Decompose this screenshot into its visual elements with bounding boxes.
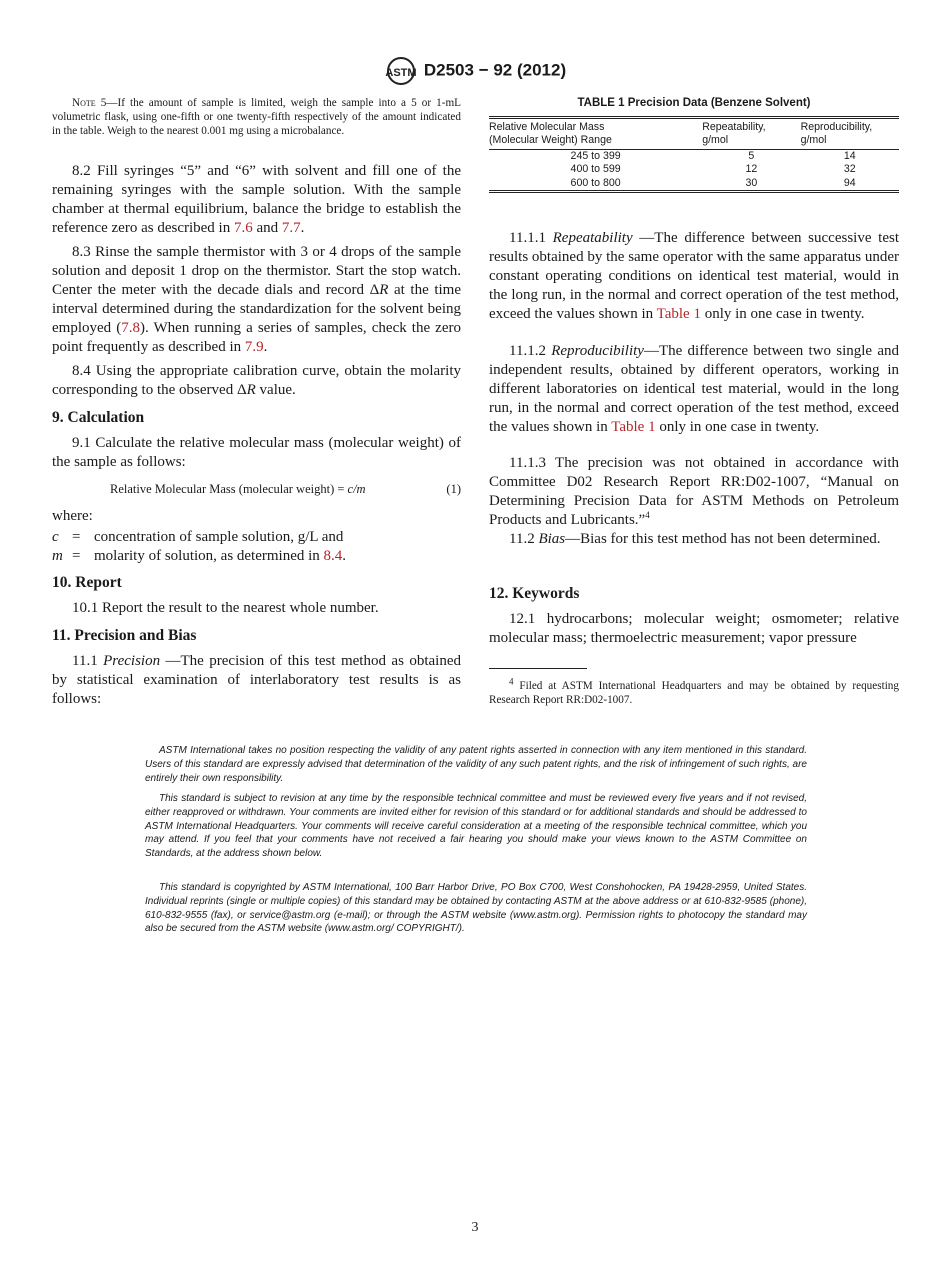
header-cell: Reproducibility, [800,120,873,133]
paragraph-12-1: 12.1 hydrocarbons; molecular weight; osmometer; relative molecular mass; thermoelectric measurement; vapor pressure [489,611,899,646]
copyright-notice: This standard is copyrighted by ASTM International, 100 Barr Harbor Drive, PO Box C700, West Conshohocken, PA 19428-2959, United States. Individual reprints (single or multiple copies) of this standard may be obtained by contacting ASTM at the above address or at 610-832-9585 (phone), 610-832-9555 (fax), or service@astm.org (e-mail); or through the ASTM website (www.astm.org). Permission rights to photocopy the standard may also be secured from the ASTM website (www.astm.org/ COPYRIGHT/). [145,882,807,935]
text: 8.4 Using the appropriate calibration curve, obtain the molarity corresponding to the observed Δ [52,363,461,398]
cell: 30 [745,176,758,189]
revision-notice: This standard is subject to revision at any time by the responsible technical committee and must be reviewed every five years and if not revised, either reapproved or withdrawn. Your comments are invited either for revision of this standard or for additional standards and should be addressed to ASTM International Headquarters. Your comments will receive careful consideration at a meeting of the responsible technical committee, which you may attend. If you feel that your comments have not received a fair hearing you should make your views known to the ASTM Committee on Standards, at the address shown below. [145,793,807,860]
table-row [489,177,899,192]
link-7-7[interactable]: 7.7 [281,219,301,236]
cell: 600 to 800 [570,176,621,189]
header-cell: Repeatability, [702,120,766,133]
equation-expr: c/m [347,482,366,496]
astm-logo-icon [384,56,418,86]
eq: = [72,529,81,545]
heading-report: 10. Report [52,574,122,591]
definition-m [52,547,461,566]
text: 11.1.3 The precision was not obtained in accordance with Committee D02 Research Report RR:D02-1007, “Manual on Determining Precision Data for ASTM Methods on Petroleum Products and Lubricants.” [489,455,899,528]
paragraph-10-1: 10.1 Report the result to the nearest whole number. [72,600,379,616]
text: —The difference between successive test results obtained by the same operator with the same apparatus under constant operating conditions on identical test material, would in the long run, in the normal and correct operation of the test method, exceed the values shown in [489,230,899,322]
link-7-9[interactable]: 7.9 [244,338,264,355]
precision-table [489,116,899,194]
text: Reproducibility [551,343,644,359]
link-7-6[interactable]: 7.6 [233,219,253,236]
text: Precision [103,653,161,669]
paragraph-8-2 [52,162,461,238]
table-title: TABLE 1 Precision Data (Benzene Solvent) [577,97,811,109]
paragraph-8-3 [52,243,461,356]
link-8-4[interactable]: 8.4 [323,548,343,564]
text: molarity of solution, as determined in [94,548,324,564]
footnote-ref: 4 [645,509,650,520]
text: value. [255,381,296,398]
text: at the time interval determined during the standardization for the solvent being employed ( [52,281,461,336]
paragraph-11-1-2 [489,342,899,437]
text: —The difference between two single and independent results, obtained by different operators, working in different laboratories on identical test material, would in the long run, in the normal and correct operation of the test method, exceed the values shown in [489,343,899,435]
link-table-1[interactable]: Table 1 [656,305,701,322]
cell: 14 [843,149,856,162]
heading-calculation: 9. Calculation [52,409,145,426]
header-cell: (Molecular Weight) Range [489,134,612,147]
link-7-8[interactable]: 7.8 [121,319,140,336]
text: 11.1 [72,653,104,669]
text: —The precision of this test method as obtained by statistical examination of interlaboratory test results is as follows: [52,653,461,707]
text: and [252,219,282,236]
paragraph-11-2 [489,530,899,549]
text: 11.1.2 [509,343,552,359]
header-cell: g/mol [702,134,729,147]
note-label: Note 5 [72,97,107,109]
paragraph-11-1-3 [489,454,899,530]
text: Bias [538,531,566,547]
text: Repeatability [552,230,633,246]
note-text: —If the amount of sample is limited, weigh the sample into a 5 or 1-mL volumetric flask, using one-fifth or one twenty-fifth respectively of the amount indicated in the table. Weigh to the nearest 0.001 mg using a microbalance. [52,97,461,137]
definition-c [52,528,461,547]
footnote-text: Filed at ASTM International Headquarters and may be obtained by requesting Research Report RR:D02-1007. [489,680,899,706]
header-cell: Relative Molecular Mass [489,120,605,133]
text: . [342,548,347,564]
table-header-row [489,117,899,149]
footnote-number: 4 [509,676,514,687]
paragraph-11-1 [52,652,461,709]
var: m [52,548,63,564]
text: 11.2 [509,531,539,547]
heading-keywords: 12. Keywords [489,585,580,602]
page-number: 3 [471,1220,479,1235]
equation-1 [52,480,461,499]
cell: 12 [745,163,758,176]
header-cell: g/mol [800,134,827,147]
paragraph-9-1: 9.1 Calculate the relative molecular mass (molecular weight) of the sample as follows: [52,435,461,470]
cell: 400 to 599 [570,163,621,176]
cell: 5 [748,149,755,162]
eq: = [72,548,81,564]
cell: 94 [843,176,856,189]
text: 8.3 Rinse the sample thermistor with 3 or 4 drops of the sample solution and deposit 1 drop on the thermistor. Start the stop watch. Center the meter with the decade dials and record Δ [52,244,461,298]
text: only in one case in twenty. [700,305,865,322]
footnote-divider [489,668,587,669]
text: . [300,219,305,236]
cell: 32 [843,163,856,176]
link-table-1[interactable]: Table 1 [611,418,656,435]
equation-text: Relative Molecular Mass (molecular weight) = [110,482,348,496]
where-label: where: [52,508,93,524]
text: only in one case in twenty. [655,418,820,435]
cell: 245 to 399 [570,149,621,162]
text: concentration of sample solution, g/L and [94,529,344,545]
text: ). When running a series of samples, check the zero point frequently as described in [52,319,461,355]
paragraph-8-4 [52,362,461,400]
table-row [489,163,899,177]
text: R [379,281,389,298]
page-header [0,56,950,86]
precision-table-block [489,94,899,193]
text: 8.2 Fill syringes “5” and “6” with solvent and fill one of the remaining syringes with the sample solution. With the sample chamber at thermal equilibrium, balance the bridge to establish the reference zero as described in [52,163,461,236]
patent-notice: ASTM International takes no position respecting the validity of any patent rights asserted in connection with any item mentioned in this standard. Users of this standard are expressly advised that determination of the validity of any such patent rights, and the risk of infringement of such rights, are entirely their own responsibility. [145,745,807,784]
svg-text:ASTM: ASTM [385,67,417,79]
table-row [489,149,899,163]
equation-number: (1) [446,482,461,496]
text: R [246,381,256,398]
note-5 [52,96,461,138]
text: . [263,338,268,355]
text: —Bias for this test method has not been determined. [565,531,881,547]
designation: D2503 − 92 (2012) [423,60,567,80]
var: c [52,529,59,545]
footnote-4 [489,676,899,707]
paragraph-11-1-1 [489,229,899,324]
text: 11.1.1 [509,230,553,246]
heading-precision-bias: 11. Precision and Bias [52,627,197,644]
